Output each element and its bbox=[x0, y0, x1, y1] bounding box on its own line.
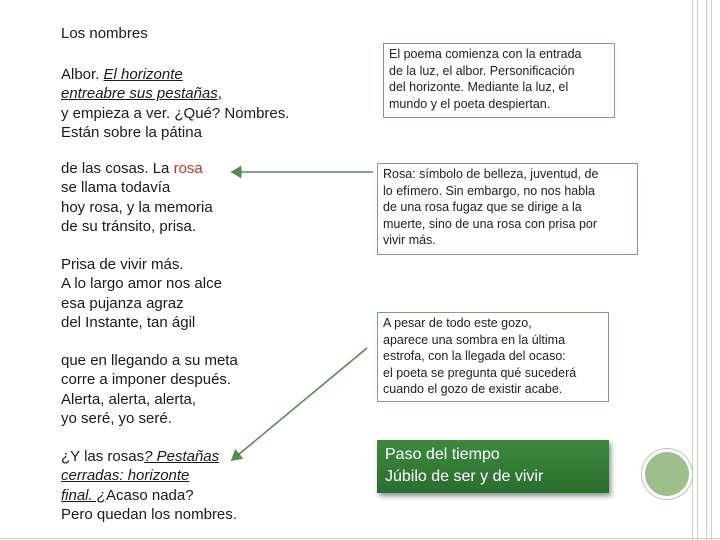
note-line: estrofa, con la llegada del ocaso: bbox=[383, 349, 566, 363]
line-fragment: esa pujanza agraz bbox=[61, 294, 184, 312]
line-fragment: se llama todavía bbox=[61, 179, 171, 197]
line-fragment: y empieza a ver. ¿Qué? Nombres. bbox=[61, 104, 290, 122]
line-fragment: ¿Y las rosas bbox=[61, 448, 145, 465]
line-fragment: , bbox=[217, 85, 222, 103]
note-line: A pesar de todo este gozo, bbox=[383, 316, 532, 330]
note-line: de la luz, el albor. Personificación bbox=[389, 63, 575, 78]
line-fragment: entreabre sus pestañas bbox=[61, 85, 218, 103]
note-line: lo efímero. Sin embargo, no nos habla bbox=[383, 183, 595, 198]
line-fragment: ? Pestañas bbox=[144, 448, 220, 465]
line-fragment: Pero quedan los nombres. bbox=[61, 505, 237, 523]
line-fragment: final. ¿ bbox=[61, 486, 107, 504]
line-fragment: que en llegando a su meta bbox=[61, 352, 238, 369]
note-line: el poeta se pregunta qué sucederá bbox=[383, 365, 577, 380]
note-line: El poema comienza con la entrada bbox=[389, 47, 582, 61]
highlight-word: rosa bbox=[173, 160, 203, 177]
note-line: del horizonte. Mediante la luz, el bbox=[389, 80, 569, 94]
note-line: Rosa: símbolo de belleza, juventud, de bbox=[383, 167, 599, 181]
line-fragment: del Instante, tan ágil bbox=[61, 313, 196, 331]
note-line: cuando el gozo de existir acabe. bbox=[383, 382, 563, 396]
line-fragment: Alerta, alerta, alerta, bbox=[61, 390, 197, 408]
note-line: muerte, sino de una rosa con prisa por bbox=[383, 216, 598, 231]
note-line: aparece una sombra en la última bbox=[383, 332, 566, 347]
line-fragment: de su tránsito, prisa. bbox=[61, 217, 197, 235]
line-fragment: Prisa de vivir más. bbox=[61, 256, 184, 273]
line-fragment: yo seré, yo seré. bbox=[61, 409, 172, 427]
arrow-to-final-stanza bbox=[232, 348, 367, 460]
poem-title: Los nombres bbox=[61, 25, 148, 42]
line-fragment: de las cosas. La bbox=[61, 160, 174, 177]
line-fragment: A lo largo amor nos alce bbox=[61, 275, 222, 293]
line-fragment: Están sobre la pátina bbox=[61, 123, 202, 141]
line-fragment: Albor. bbox=[61, 66, 104, 83]
line-fragment: corre a imponer después. bbox=[61, 371, 232, 389]
banner-line: Júbilo de ser y de vivir bbox=[385, 468, 544, 485]
note-line: de una rosa fugaz que se dirige a la bbox=[383, 200, 582, 214]
note-line: vivir más. bbox=[383, 233, 436, 247]
line-fragment: hoy rosa, y la memoria bbox=[61, 198, 213, 216]
note-line: mundo y el poeta despiertan. bbox=[389, 96, 551, 111]
line-fragment: cerradas: horizonte bbox=[61, 467, 190, 485]
banner-line: Paso del tiempo bbox=[385, 446, 500, 463]
line-fragment: El horizonte bbox=[103, 66, 183, 83]
line-fragment: Acaso nada? bbox=[106, 486, 194, 504]
